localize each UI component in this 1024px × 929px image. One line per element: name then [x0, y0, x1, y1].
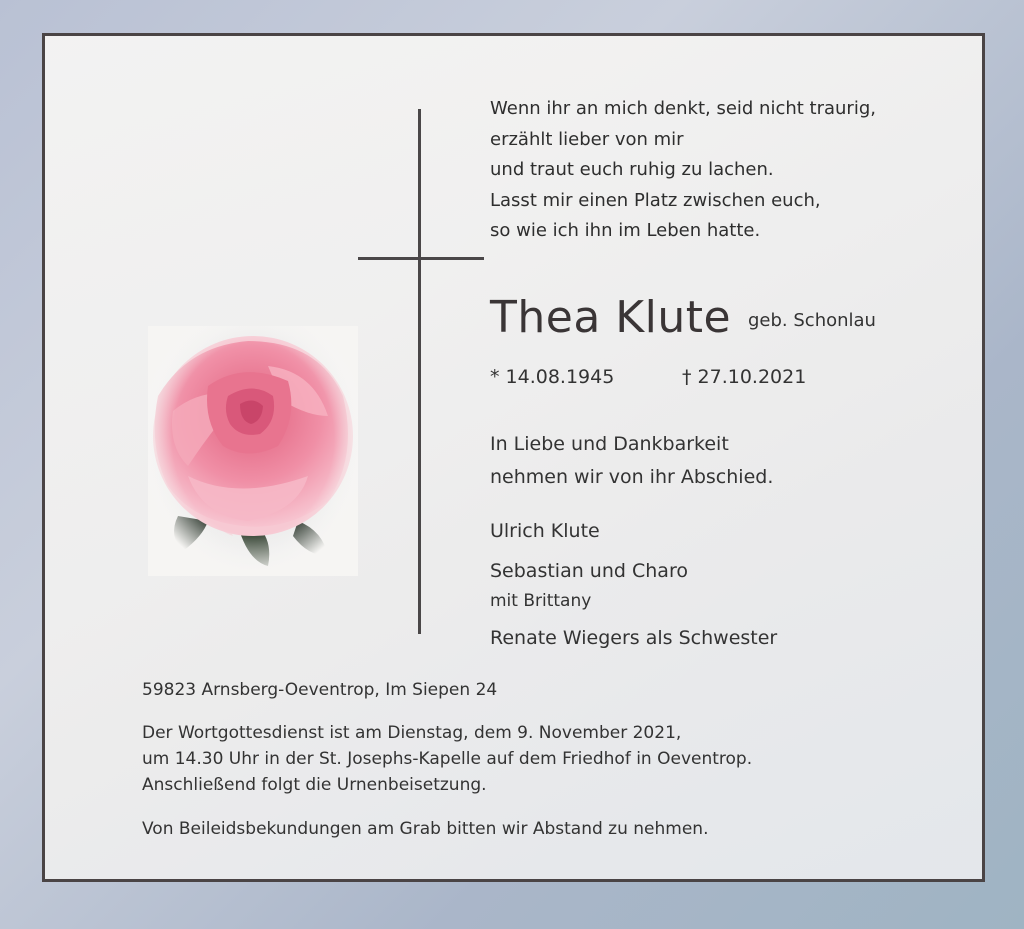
rose-icon: [148, 326, 358, 576]
maiden-name: geb. Schonlau: [748, 310, 876, 331]
rose-image: [148, 326, 358, 576]
farewell-text: [490, 428, 773, 494]
poem-line: Wenn ihr an mich denkt, seid nicht traurig,: [490, 98, 876, 119]
death-date: † 27.10.2021: [682, 366, 807, 388]
farewell-line: nehmen wir von ihr Abschied.: [490, 466, 774, 488]
deceased-name: Thea Klute: [490, 292, 732, 343]
service-line: um 14.30 Uhr in der St. Josephs-Kapelle auf dem Friedhof in Oeventrop.: [142, 749, 753, 769]
farewell-line: In Liebe und Dankbarkeit: [490, 433, 729, 455]
mourner-name: Ulrich Klute: [490, 520, 600, 542]
mourner-subline: mit Brittany: [490, 591, 592, 611]
mourner-name: Renate Wiegers als Schwester: [490, 627, 778, 649]
poem-line: Lasst mir einen Platz zwischen euch,: [490, 189, 821, 211]
address: 59823 Arnsberg-Oeventrop, Im Siepen 24: [142, 680, 498, 700]
service-line: Anschließend folgt die Urnenbeisetzung.: [142, 775, 487, 795]
birth-date: * 14.08.1945: [490, 366, 615, 388]
poem: [490, 94, 876, 247]
service-line: Der Wortgottesdienst ist am Dienstag, dem 9. November 2021,: [142, 723, 682, 743]
service-info: [142, 720, 752, 798]
cross-icon: [418, 109, 421, 634]
poem-line: erzählt lieber von mir: [490, 128, 684, 150]
mourner-name: Sebastian und Charo: [490, 560, 688, 582]
obituary-notice: [42, 33, 985, 882]
cross-icon-bar: [358, 257, 484, 260]
poem-line: und traut euch ruhig zu lachen.: [490, 159, 774, 180]
condolence-note: Von Beileidsbekundungen am Grab bitten wir Abstand zu nehmen.: [142, 819, 709, 839]
poem-line: so wie ich ihn im Leben hatte.: [490, 220, 761, 241]
